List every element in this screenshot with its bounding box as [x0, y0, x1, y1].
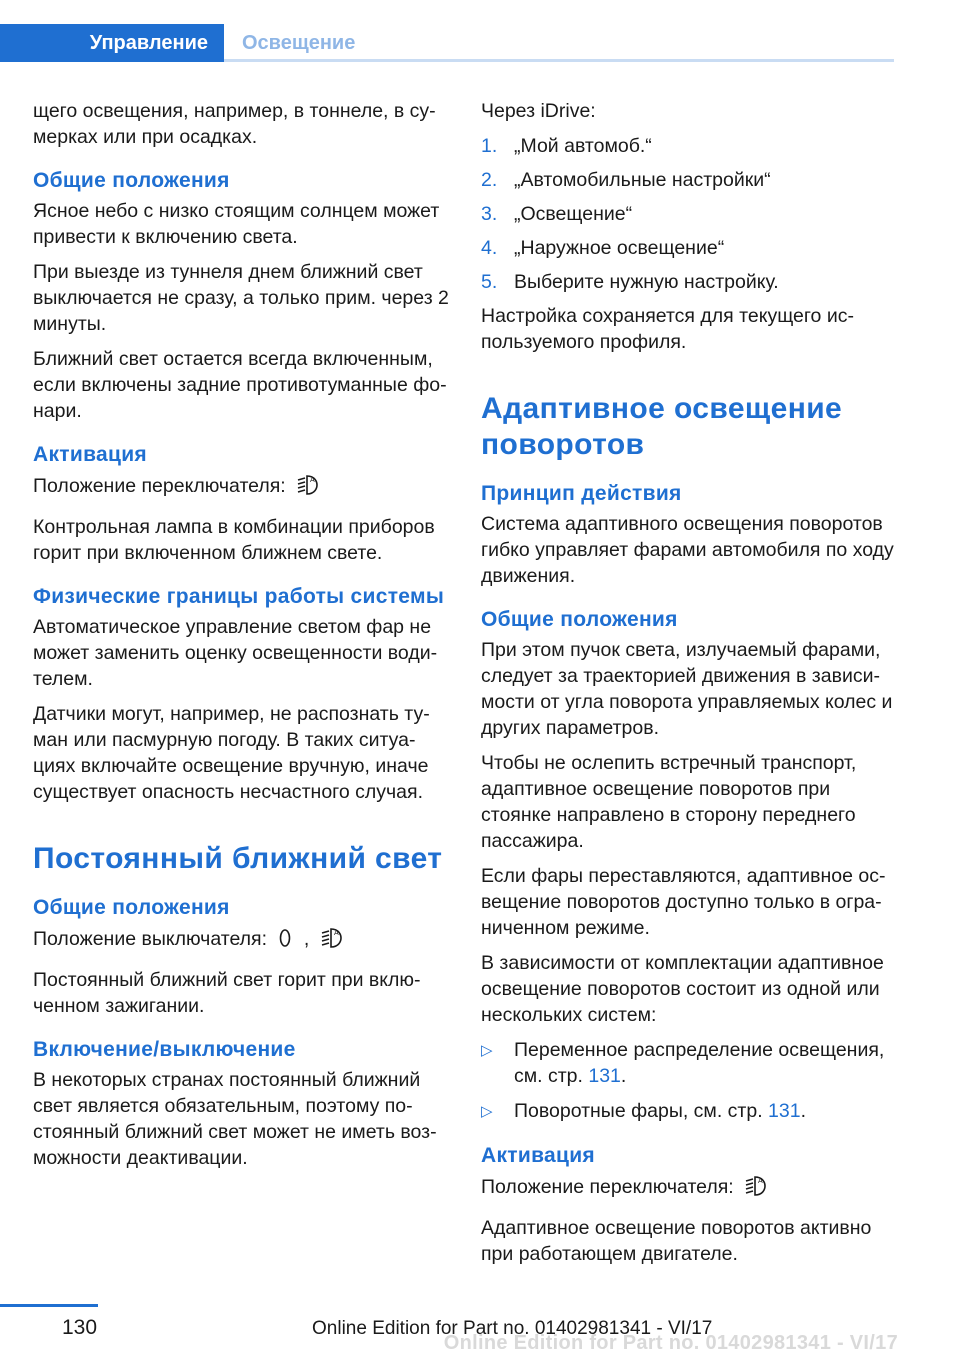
- svg-text:A: A: [758, 1178, 763, 1185]
- heading-general: Общие положения: [481, 608, 678, 631]
- bullet-text: [514, 1037, 899, 1089]
- step-text: „Освещение“: [514, 203, 633, 225]
- paragraph: При выезде из туннеля днем ближний свет выключается не сразу, а только прим. через 2 минуты.: [33, 261, 449, 335]
- step-text: „Автомобильные настройки“: [514, 169, 771, 191]
- step-number: 4.: [481, 237, 498, 259]
- lights-off-icon: [276, 925, 294, 958]
- page-link[interactable]: 131: [768, 1100, 801, 1122]
- step-number: 2.: [481, 169, 498, 191]
- svg-text:A: A: [310, 477, 315, 484]
- list-item: [481, 201, 899, 227]
- heading-general-2: Общие положения: [33, 896, 230, 919]
- right-column: [481, 98, 899, 1276]
- step-text: „Мой автомоб.“: [514, 135, 652, 157]
- paragraph: Автоматическое управление светом фар не может заменить оценку освещенности води-телем.: [33, 616, 438, 690]
- systems-list: [481, 1037, 899, 1125]
- svg-text:A: A: [333, 930, 339, 937]
- paragraph: Ближний свет остается всегда включенным, если включены задние противотуманные фо-нари.: [33, 348, 447, 422]
- bullet-label: Переменное распределение освещения, см. стр.: [514, 1039, 885, 1087]
- paragraph: Если фары переставляются, адаптивное ос-вещение поворотов доступно только в огра-ниченном режиме.: [481, 865, 886, 939]
- step-text: „Наружное освещение“: [514, 237, 725, 259]
- tab-control[interactable]: Управление: [0, 24, 224, 62]
- footer-accent-line: [0, 1304, 98, 1307]
- heading-general-1: Общие положения: [33, 169, 230, 192]
- watermark: Online Edition for Part no. 01402981341 - VI/17: [443, 1332, 898, 1354]
- idrive-intro: Через iDrive:: [481, 100, 596, 122]
- list-item: [481, 235, 899, 261]
- paragraph: При этом пучок света, излучаемый фарами, следует за траекторией движения в зависи-мости от угла поворота управляемых колес и других параметров.: [481, 639, 893, 739]
- bullet-end: .: [800, 1100, 806, 1122]
- edition-label: Online Edition for Part no. 01402981341 - VI/17: [312, 1318, 713, 1339]
- switch-position-line: [33, 472, 451, 505]
- paragraph: Чтобы не ослепить встречный транспорт, адаптивное освещение поворотов при стоянке направлено в сторону переднего пассажира.: [481, 752, 857, 852]
- heading-principle: Принцип действия: [481, 482, 682, 505]
- heading-on-off: Включение/выключение: [33, 1038, 296, 1061]
- list-item: [481, 167, 899, 193]
- switch-position-label: Положение выключателя:: [33, 928, 268, 950]
- triangle-bullet-icon: ▷: [481, 1042, 493, 1059]
- auto-low-beam-icon: [295, 472, 321, 505]
- paragraph: Контрольная лампа в комбинации приборов горит при включенном ближнем свете.: [33, 516, 435, 564]
- comma: ,: [303, 928, 310, 950]
- intro-text: щего освещения, например, в тоннеле, в су-мерках или при осадках.: [33, 100, 436, 148]
- paragraph: В зависимости от комплектации адаптивное освещение поворотов состоит из одной или нескольких систем:: [481, 952, 884, 1026]
- heading-activation: Активация: [33, 443, 147, 466]
- switch-position-line: [481, 1173, 899, 1206]
- paragraph: Датчики могут, например, не распознать ту-ман или пасмурную погоду. В таких ситуа-циях включайте освещение вручную, иначе существует опасность несчастного случая.: [33, 703, 430, 803]
- switch-position-label: Положение переключателя:: [481, 1176, 734, 1198]
- bullet-label: Поворотные фары, см. стр.: [514, 1100, 763, 1122]
- switch-position-label: Положение переключателя:: [33, 475, 286, 497]
- step-text: Выберите нужную настройку.: [514, 271, 779, 293]
- heading-activation: Активация: [481, 1144, 595, 1167]
- heading-limits: Физические границы работы системы: [33, 585, 445, 608]
- left-column: [33, 98, 451, 1180]
- paragraph: Постоянный ближний свет горит при вклю-ченном зажигании.: [33, 969, 421, 1017]
- header-divider: [224, 59, 894, 62]
- paragraph: Настройка сохраняется для текущего ис-пользуемого профиля.: [481, 305, 854, 353]
- step-number: 3.: [481, 203, 498, 225]
- page-number: 130: [62, 1316, 98, 1339]
- paragraph: Ясное небо с низко стоящим солнцем может привести к включению света.: [33, 200, 440, 248]
- bullet-end: .: [620, 1065, 627, 1087]
- step-number: 5.: [481, 271, 498, 293]
- auto-low-beam-icon: [743, 1173, 769, 1206]
- tab-lighting[interactable]: Освещение: [242, 31, 356, 54]
- switch-position-line-2: [33, 925, 451, 958]
- paragraph: Адаптивное освещение поворотов активно при работающем двигателе.: [481, 1217, 872, 1265]
- paragraph: Система адаптивного освещения поворотов гибко управляет фарами автомобиля по ходу движения.: [481, 513, 894, 587]
- header-tabs: [0, 24, 894, 62]
- bullet-text: [514, 1098, 806, 1125]
- list-item: [481, 1098, 899, 1125]
- page-link[interactable]: 131: [588, 1065, 621, 1087]
- list-item: [481, 269, 899, 295]
- heading-adaptive-cornering: Адаптивное освещение поворотов: [481, 392, 843, 461]
- idrive-steps: [481, 133, 899, 295]
- list-item: [481, 133, 899, 159]
- heading-permanent-low-beam: Постоянный ближний свет: [33, 842, 443, 875]
- paragraph: В некоторых странах постоянный ближний свет является обязательным, поэтому по-стоянный ближний свет может не иметь воз-можности деактивации.: [33, 1069, 437, 1169]
- triangle-bullet-icon: ▷: [481, 1103, 493, 1120]
- list-item: [481, 1037, 899, 1089]
- step-number: 1.: [481, 135, 498, 157]
- auto-low-beam-icon: [319, 925, 345, 958]
